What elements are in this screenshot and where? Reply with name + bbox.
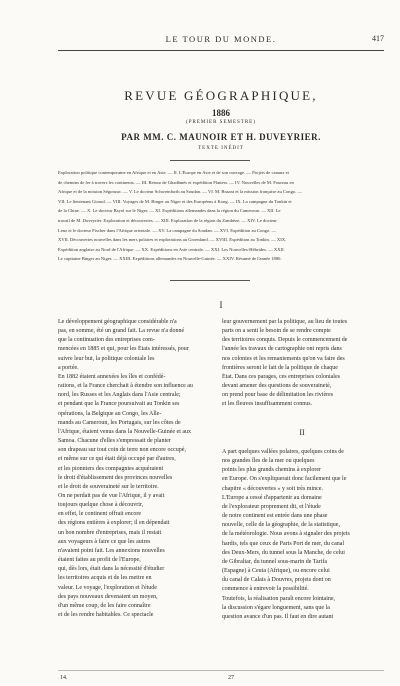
summary-line: Expédition anglaise au Nord de l'Afrique. — XX. Expéditions en Asie centrale. — XXI. Les Nouvelles-Hébrides. — XXII. bbox=[58, 246, 285, 252]
summary-block bbox=[58, 168, 388, 264]
article-year: 1886 bbox=[212, 108, 230, 118]
body-line: qui, dès lors, était dans la nécessité d'étudier bbox=[58, 566, 165, 573]
article-title: REVUE GÉOGRAPHIQUE, bbox=[124, 88, 318, 103]
body-line: (Espagne) à Ceuta (Afrique), ou encore celui bbox=[222, 568, 330, 575]
body-line: mencées en 1885 et qui, pour les États intéressés, pour bbox=[58, 346, 189, 353]
body-line: de l'explorateur proprement dit, et l'étude bbox=[222, 503, 321, 510]
edition-note: (PREMIER SEMESTRE) bbox=[186, 120, 256, 125]
page-footer bbox=[58, 670, 384, 681]
body-line: et de les rendre habitables. Ce spectacle bbox=[58, 612, 154, 618]
body-line: question avance d'un pas. Il faut en dire autant bbox=[222, 613, 334, 620]
body-line: frontières seront le fait de la politique de chaque bbox=[222, 364, 338, 371]
summary-line: de chemins de fer à travers les continents. — III. Retour de Ghadâmès et expédition Flatters. — IV. Nouvelles de M. Foureau en bbox=[58, 179, 294, 185]
body-line: rations, et la France cherchait à étendre son influence au bbox=[58, 383, 193, 390]
body-line: A part quelques vallées polaires, quelques coins de bbox=[222, 449, 344, 455]
body-line: et les fleuves insuffisamment connus. bbox=[222, 401, 313, 408]
summary-line: XVII. Découvertes nouvelles dans les mers polaires et explorations au Groenland. — XVIII. Expédition au Tonkin. — XIX. bbox=[58, 237, 287, 243]
body-line: points les plus grands chemins à explorer bbox=[222, 467, 321, 474]
summary-line: VII. Le lieutenant Giraud. — VIII. Voyages de M. Binger au Niger et des Européens à Kong. — IX. La campagne du Tonkin et bbox=[58, 198, 292, 204]
body-line: chapitre « découvertes » y soit très mince. bbox=[222, 485, 323, 492]
right-column-top bbox=[222, 318, 382, 410]
subsection-number: II bbox=[299, 428, 305, 437]
body-line: toujours quelque chose à découvrir, bbox=[58, 502, 144, 509]
summary-line: Afrique et de la mission Ségonzac. — V. Le docteur Schweinfurth au Soudan. — VI. M. Brazza et la mission française au Congo. — bbox=[58, 189, 303, 195]
body-line: et même sur ce qui était déjà occupé par d'autres, bbox=[58, 456, 176, 463]
body-line: valeur. Le voyage, l'exploration et l'étude bbox=[58, 584, 157, 591]
body-line: opérations, la Belgique au Congo, les Alle- bbox=[58, 410, 162, 417]
body-line: nouvelle, celle de la géographie, de la statistique, bbox=[222, 522, 340, 529]
body-line: commence à entrevoir la possibilité. bbox=[222, 586, 309, 593]
body-line: de notre continent est entrée dans une phase bbox=[222, 513, 328, 520]
summary-line: Le capitaine Binger au Niger. — XXIII. Expéditions allemandes en Nouvelle-Guinée. — XXIV. Résumé de l'année 1886. bbox=[58, 256, 282, 262]
summary-divider bbox=[170, 280, 250, 281]
body-line: Le développement géographique considérable n'a bbox=[58, 319, 177, 325]
body-line: des Deux-Mers, du tunnel sous la Manche, de celui bbox=[222, 549, 345, 556]
article-subhead: TEXTE INÉDIT bbox=[198, 146, 244, 151]
body-line: En 1882 étaient annexées les îles et confédé- bbox=[58, 373, 166, 380]
body-line: l'Afrique, étaient venus dans la Nouvelle-Guinée et aux bbox=[58, 428, 192, 435]
signature-mark: 14. bbox=[60, 675, 68, 681]
body-line: Toutefois, la réalisation paraît encore lointaine, bbox=[222, 595, 336, 602]
body-line: nos colonies et les remaniements qu'on va faire des bbox=[222, 355, 345, 362]
body-line: des territoires conquis. Depuis le commencement de bbox=[222, 337, 348, 344]
article-authors: PAR MM. C. MAUNOIR ET H. DUVEYRIER. bbox=[121, 132, 321, 142]
body-line: État. Dans ces parages, ces entreprises coloniales bbox=[222, 373, 340, 380]
summary-line: Lenz et le docteur Fischer dans l'Afrique orientale. — XV. La campagne du Soudan. — XVI. Expédition au Congo. — bbox=[58, 227, 277, 233]
body-line: d'un même coup, de les faire connaître bbox=[58, 602, 151, 609]
body-line: en Europe. On s'expliquerait donc facilement que le bbox=[222, 476, 347, 483]
body-line: et le droit de souveraineté sur le territoire. bbox=[58, 483, 159, 490]
body-line: et les pionniers des compagnies acquéraient bbox=[58, 465, 164, 472]
summary-line: Exploration politique contemporaine en Afrique et en Asie. — II. L'Europe en Asie et de son ouvrage. — Projets de canaux et bbox=[58, 170, 289, 175]
body-line: mands au Cameroun, les Portugais, sur les côtes de bbox=[58, 419, 181, 426]
section-number: I bbox=[219, 300, 223, 310]
body-line: étaient faites au profit de l'Europe, bbox=[58, 557, 141, 564]
body-line: l'année les travaux de cartographie ont repris dans bbox=[222, 346, 342, 353]
body-line: aux voyageurs à faire ce que les autres bbox=[58, 538, 151, 545]
body-line: en effet, le continent offrait encore bbox=[58, 511, 142, 518]
body-line: la discussion s'égare longuement, sans que la bbox=[222, 604, 330, 611]
body-line: des régions entières à explorer; il en dépendait bbox=[58, 520, 170, 527]
body-line: a portée. bbox=[58, 364, 79, 371]
right-column-bottom bbox=[222, 448, 382, 622]
body-line: que la continuation des entreprises com- bbox=[58, 337, 155, 344]
body-line: hardis, tels que ceux de Paris Port de mer, du canal bbox=[222, 540, 345, 547]
body-line: n'avaient point fait. Les annexions nouvelles bbox=[58, 547, 165, 554]
sheet-number: 27 bbox=[228, 675, 234, 681]
body-line: nos grandes îles de la mer ou quelques bbox=[222, 458, 315, 465]
summary-line: travail de M. Duveyrier. Exploration et découvertes. — XIII. Exploration de la région du Zambèze. — XIV. Le docteur bbox=[58, 217, 277, 223]
body-line: et pendant que la France poursuivait au Tonkin ses bbox=[58, 401, 180, 408]
body-line: du canal de Calais à Douvres, projets dont on bbox=[222, 577, 331, 584]
body-line: son drapeau sur tout coin de terre non encore occupé, bbox=[58, 447, 186, 454]
page-number: 417 bbox=[372, 34, 384, 43]
body-line: le droit d'établissement des provinces nouvelles bbox=[58, 474, 173, 481]
running-title: LE TOUR DU MONDE. bbox=[165, 34, 277, 44]
body-line: nord, les Russes et les Anglais dans l'Asie centrale; bbox=[58, 392, 181, 399]
page-header bbox=[58, 34, 384, 51]
title-divider bbox=[170, 160, 250, 161]
body-line: on prend pour base de délimitation les rivières bbox=[222, 392, 334, 399]
left-column bbox=[58, 318, 208, 620]
body-line: les territoires acquis et de les mettre en bbox=[58, 575, 152, 582]
body-line: L'Europe a cessé d'appartenir au domaine bbox=[222, 494, 322, 501]
body-line: devant amener des questions de souveraineté, bbox=[222, 383, 332, 390]
body-line: de la météorologie. Nous avons à signaler des projets bbox=[222, 531, 350, 538]
body-line: On ne perdait pas de vue l'Afrique, il y avait bbox=[58, 492, 165, 499]
summary-line: de la Chine. — X. Le docteur Bayol sur le Niger. — XI. Expéditions allemandes dans la région du Cameroun. — XII. Le bbox=[58, 208, 281, 214]
body-line: de Gibraltar, du tunnel sous-marin de Tarifa bbox=[222, 558, 328, 565]
body-line: un bon nombre d'entreprises, mais il restait bbox=[58, 529, 162, 536]
body-line: Samoa. Chacune d'elles s'empressait de planter bbox=[58, 438, 171, 445]
body-line: leur gouvernement par la politique, au lieu de toutes bbox=[222, 319, 348, 325]
body-line: pas, en somme, été un grand fait. La revue n'a donné bbox=[58, 328, 185, 335]
body-line: parts on a senti le besoin de se rendre compte bbox=[222, 328, 331, 335]
body-line: des pays nouveaux devenaient un moyen, bbox=[58, 593, 158, 600]
body-line: suivre leur but, la politique coloniale les bbox=[58, 355, 155, 362]
